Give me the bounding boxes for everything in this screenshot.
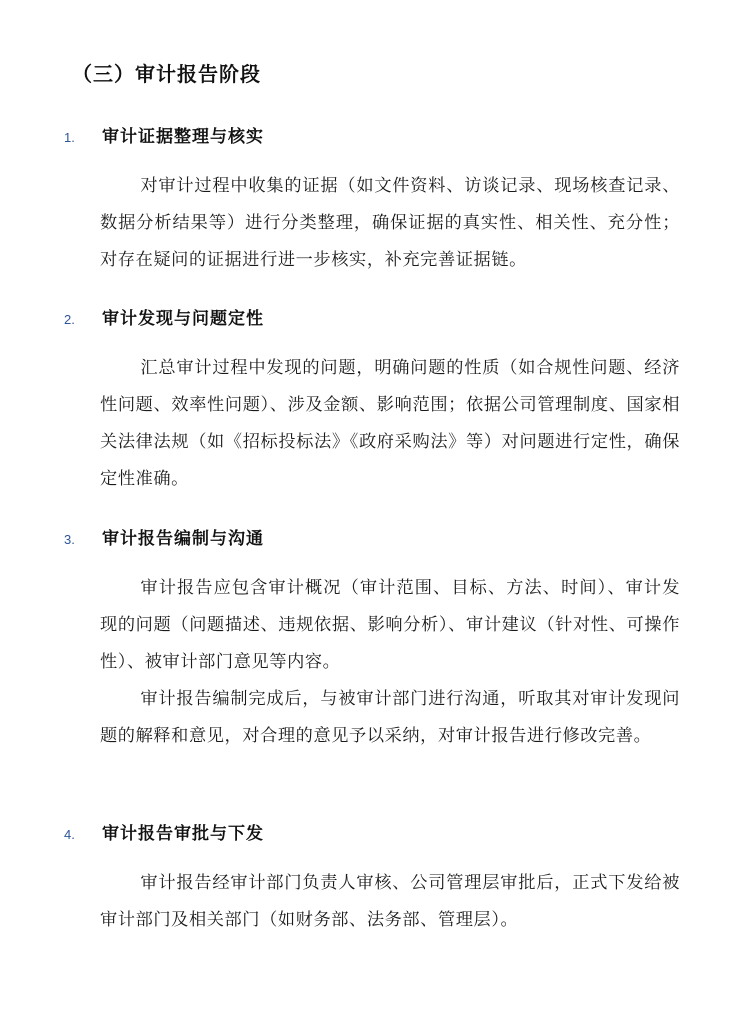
item-title: 审计证据整理与核实 xyxy=(102,127,264,147)
item-title: 审计报告审批与下发 xyxy=(102,824,264,844)
section-title: （三）审计报告阶段 xyxy=(72,62,261,86)
item-heading-4 xyxy=(64,819,264,844)
paragraph: 审计报告应包含审计概况（审计范围、目标、方法、时间）、审计发现的问题（问题描述、违规依据、影响分析）、审计建议（针对性、可操作性）、被审计部门意见等内容。 xyxy=(100,578,680,672)
item-title: 审计发现与问题定性 xyxy=(102,309,264,329)
item-number: 3. xyxy=(64,532,75,547)
item-number: 4. xyxy=(64,827,75,842)
paragraph: 对审计过程中收集的证据（如文件资料、访谈记录、现场核查记录、数据分析结果等）进行分类整理，确保证据的真实性、相关性、充分性；对存在疑问的证据进行进一步核实，补充完善证据链。 xyxy=(100,176,680,270)
item-heading-1 xyxy=(64,122,264,147)
item-heading-2 xyxy=(64,304,264,329)
item-heading-3 xyxy=(64,524,264,549)
item-number: 2. xyxy=(64,312,75,327)
paragraph: 审计报告经审计部门负责人审核、公司管理层审批后，正式下发给被审计部门及相关部门（如财务部、法务部、管理层）。 xyxy=(100,873,680,930)
paragraph: 汇总审计过程中发现的问题，明确问题的性质（如合规性问题、经济性问题、效率性问题）、涉及金额、影响范围；依据公司管理制度、国家相关法律法规（如《招标投标法》《政府采购法》等）对问题进行定性，确保定性准确。 xyxy=(100,358,680,489)
paragraph: 审计报告编制完成后，与被审计部门进行沟通，听取其对审计发现问题的解释和意见，对合理的意见予以采纳，对审计报告进行修改完善。 xyxy=(100,689,680,746)
item-title: 审计报告编制与沟通 xyxy=(102,529,264,549)
item-number: 1. xyxy=(64,130,75,145)
